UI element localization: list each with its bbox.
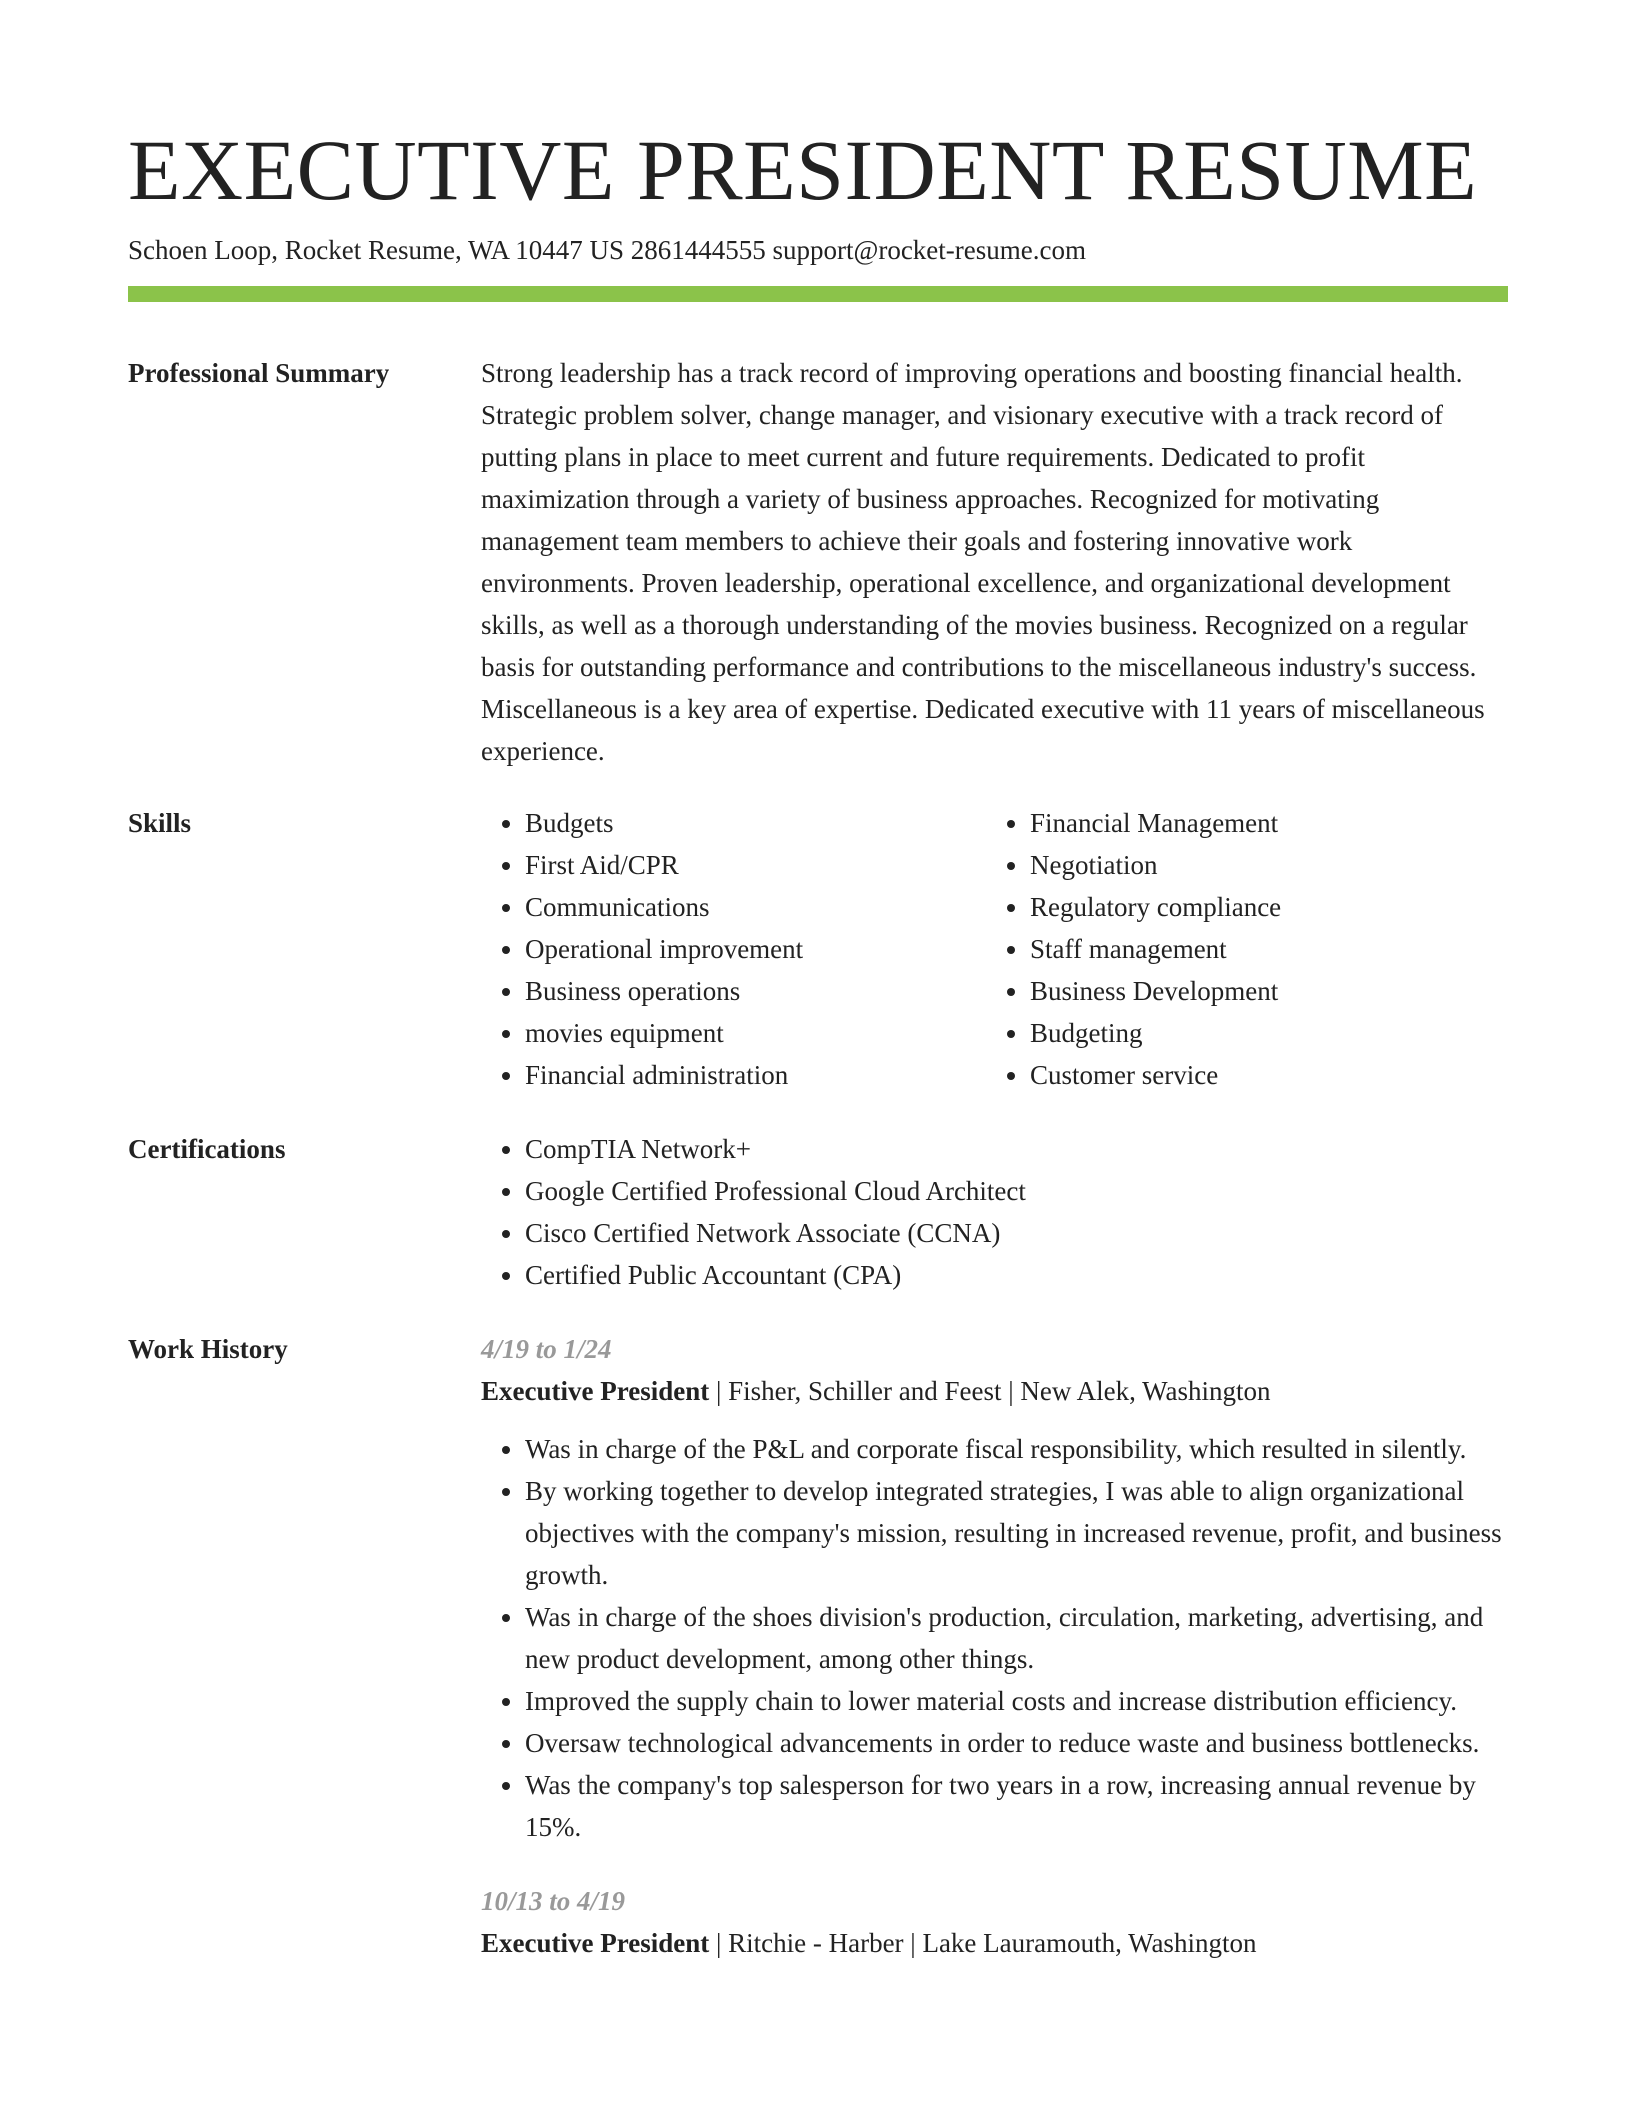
skills-label: Skills [128,808,192,838]
work-history-label: Work History [128,1334,288,1364]
skill-item: • Budgeting [1030,1012,1447,1054]
skill-item: • Regulatory compliance [1030,886,1447,928]
certifications-label: Certifications [128,1134,286,1164]
work-history-section [128,1328,1508,1964]
job-details: | Fisher, Schiller and Feest | New Alek, Washington [709,1376,1271,1406]
job-details: | Ritchie - Harber | Lake Lauramouth, Washington [709,1928,1257,1958]
work-history-list [481,1328,1508,1964]
skill-item: • Budgets [525,802,986,844]
skill-item: • Customer service [1030,1054,1447,1096]
summary-text: Strong leadership has a track record of improving operations and boosting financial health. Strategic problem solver, change manager, and visionary executive with a track record of putting plans in place to meet current and future requirements. Dedicated to profit maximization through a variety of business approaches. Recognized for motivating management team members to achieve their goals and fostering innovative work environments. Proven leadership, operational excellence, and organizational development skills, as well as a thorough understanding of the movies business. Recognized on a regular basis for outstanding performance and contributions to the miscellaneous industry's success. Miscellaneous is a key area of expertise. Dedicated executive with 11 years of miscellaneous experience. [481,358,1485,766]
contact-line [128,234,1508,266]
contact-email[interactable]: support@rocket-resume.com [772,235,1086,265]
job-bullet: • Was in charge of the P&L and corporate fiscal responsibility, which resulted in silently. [525,1428,1508,1470]
job-dates: 4/19 to 1/24 [481,1334,612,1364]
header-divider [128,286,1508,302]
certifications-list [481,1128,1508,1296]
skill-item: • Operational improvement [525,928,986,970]
job-title: Executive President [481,1376,710,1406]
skill-item: • Communications [525,886,986,928]
resume-page [128,120,1508,1964]
certifications-section [128,1128,1508,1296]
job-bullets [481,1428,1508,1848]
skill-item: • Financial Management [1030,802,1447,844]
skills-list [481,802,1508,1096]
skill-item: • Financial administration [525,1054,986,1096]
job-bullet: • Was in charge of the shoes division's production, circulation, marketing, advertising, and new product development, among other things. [525,1596,1508,1680]
job-heading [481,1922,1508,1964]
contact-phone: 2861444555 [630,235,766,265]
skill-item: • First Aid/CPR [525,844,986,886]
certification-item: • CompTIA Network+ [525,1128,1508,1170]
skills-column-left [481,802,986,1096]
skills-column-right [986,802,1447,1096]
job-title: Executive President [481,1928,710,1958]
skills-section [128,802,1508,1096]
certification-item: • Certified Public Accountant (CPA) [525,1254,1508,1296]
job-bullet: • Was the company's top salesperson for two years in a row, increasing annual revenue by 15%. [525,1764,1508,1848]
job-heading [481,1370,1508,1412]
contact-address: Schoen Loop, Rocket Resume, WA 10447 US [128,235,624,265]
job-bullet: • Improved the supply chain to lower material costs and increase distribution efficiency. [525,1680,1508,1722]
job-entry [481,1880,1508,1964]
skill-item: • movies equipment [525,1012,986,1054]
certifications-items [481,1128,1508,1296]
resume-title: EXECUTIVE PRESIDENT RESUME [128,122,1478,218]
job-bullet: • Oversaw technological advancements in order to reduce waste and business bottlenecks. [525,1722,1508,1764]
summary-label: Professional Summary [128,358,390,388]
certification-item: • Cisco Certified Network Associate (CCNA) [525,1212,1508,1254]
summary-section [128,352,1508,772]
skill-item: • Negotiation [1030,844,1447,886]
job-bullet: • By working together to develop integrated strategies, I was able to align organizational objectives with the company's mission, resulting in increased revenue, profit, and business growth. [525,1470,1508,1596]
job-entry [481,1328,1508,1848]
skill-item: • Staff management [1030,928,1447,970]
certification-item: • Google Certified Professional Cloud Architect [525,1170,1508,1212]
job-dates: 10/13 to 4/19 [481,1886,626,1916]
skill-item: • Business operations [525,970,986,1012]
skill-item: • Business Development [1030,970,1447,1012]
